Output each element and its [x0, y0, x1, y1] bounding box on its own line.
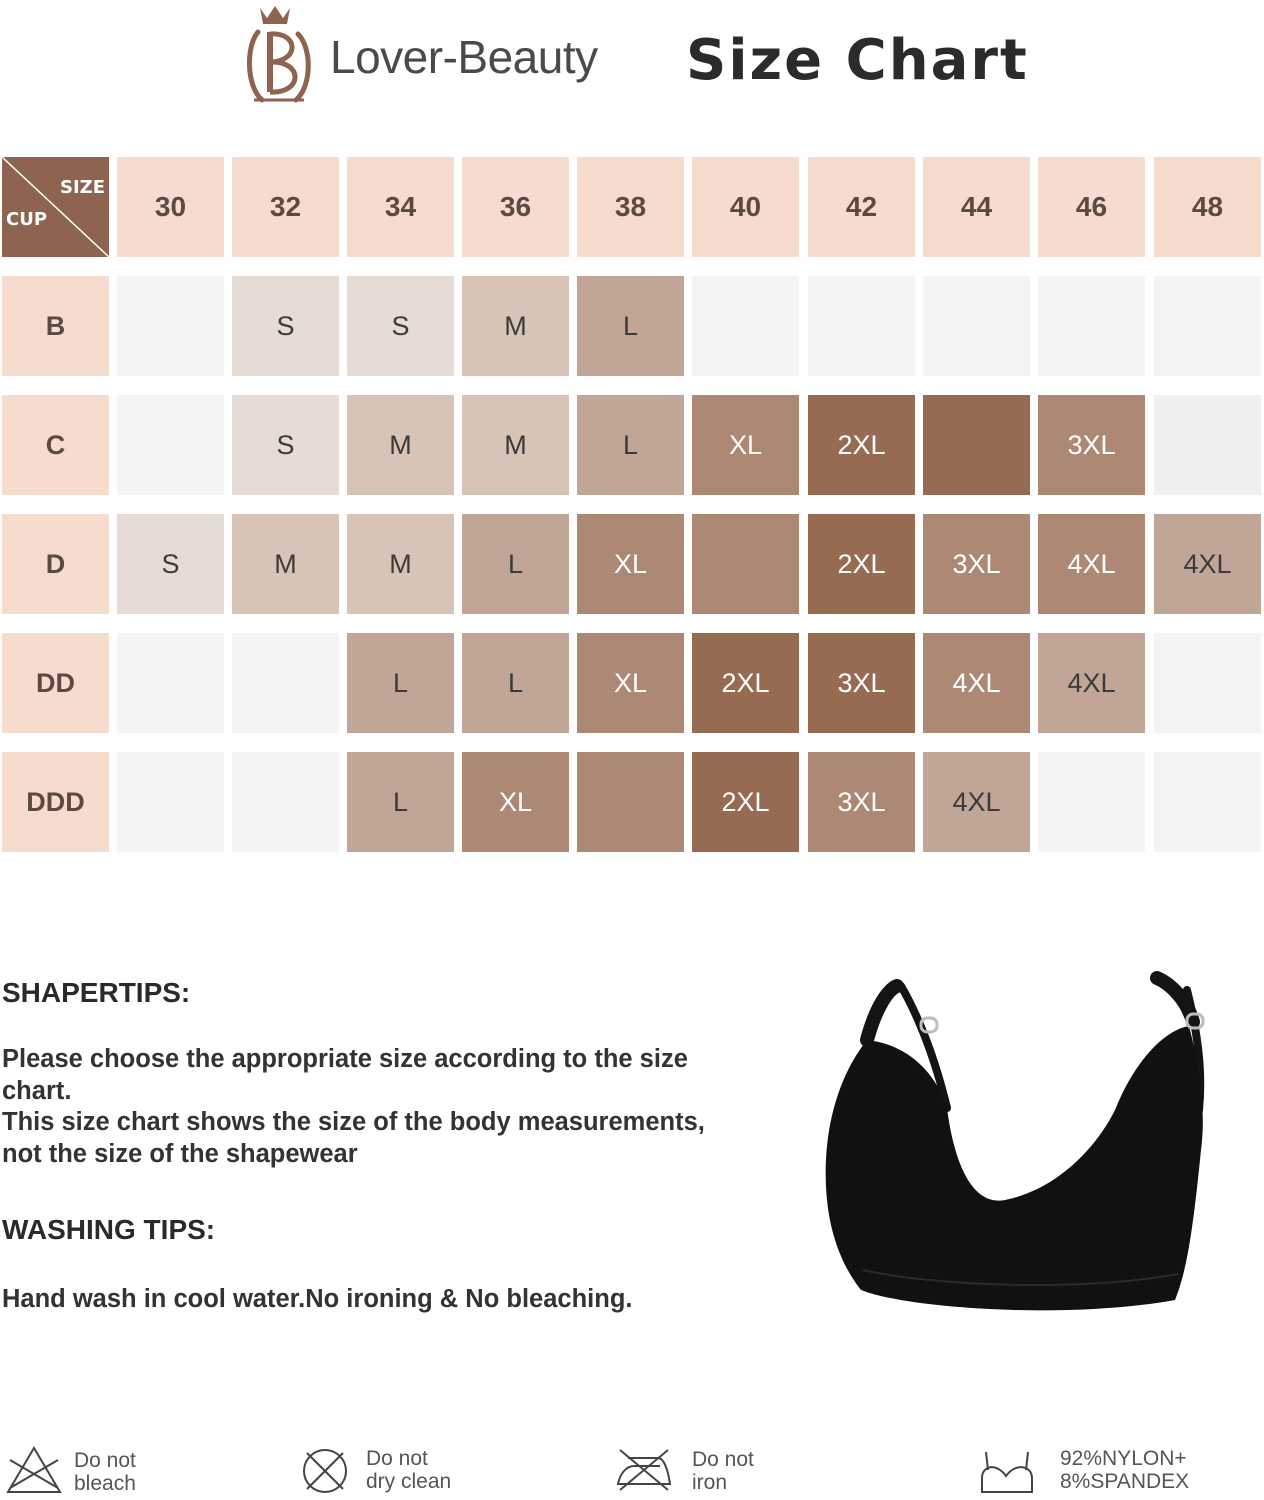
size-cell	[1154, 752, 1261, 852]
no-iron-icon	[614, 1444, 674, 1496]
size-cell: 3XL	[808, 752, 915, 852]
size-cell: L	[347, 752, 454, 852]
band-size-header: 44	[923, 157, 1030, 257]
band-size-header: 42	[808, 157, 915, 257]
care-label-line: Do not	[366, 1447, 428, 1470]
shapertips-line: chart.	[2, 1076, 72, 1105]
band-size-header: 32	[232, 157, 339, 257]
size-cell: L	[347, 633, 454, 733]
size-cell	[117, 395, 224, 495]
band-size-header: 36	[462, 157, 569, 257]
washing-tips-heading: WASHING TIPS:	[2, 1214, 216, 1245]
size-cell: L	[577, 276, 684, 376]
no-dry-clean-icon	[300, 1446, 350, 1496]
size-cell: S	[232, 276, 339, 376]
care-label-line: iron	[692, 1471, 728, 1494]
shapertips-line: not the size of the shapewear	[2, 1139, 358, 1168]
size-cup-corner	[2, 157, 109, 257]
band-size-header: 30	[117, 157, 224, 257]
cup-size-header: DDD	[2, 752, 109, 852]
size-cell: XL	[577, 633, 684, 733]
washing-tips-text: Hand wash in cool water.No ironing & No bleaching.	[2, 1285, 633, 1313]
size-cell: L	[577, 395, 684, 495]
size-cell: 4XL	[1038, 514, 1145, 614]
care-label-no-dry-clean	[366, 1447, 451, 1493]
band-size-header: 48	[1154, 157, 1261, 257]
size-cell: M	[347, 395, 454, 495]
size-cell	[117, 752, 224, 852]
brand-name: Lover-Beauty	[330, 31, 598, 83]
size-cell	[923, 395, 1030, 495]
size-cell: 4XL	[1038, 633, 1145, 733]
care-label-no-bleach	[74, 1449, 136, 1495]
size-cell: L	[462, 633, 569, 733]
size-cell	[1154, 395, 1261, 495]
size-cell: S	[117, 514, 224, 614]
size-cell	[1154, 633, 1261, 733]
size-cell: 2XL	[808, 514, 915, 614]
corner-size-label: SIZE	[59, 177, 105, 198]
care-label-line: bleach	[74, 1472, 136, 1495]
size-cell	[577, 752, 684, 852]
no-bleach-icon	[4, 1444, 64, 1496]
size-cell	[692, 276, 799, 376]
shapertips-line: This size chart shows the size of the body measurements,	[2, 1108, 705, 1136]
care-label-fabric	[1060, 1447, 1189, 1493]
size-cell: 3XL	[1038, 395, 1145, 495]
size-cell: 2XL	[692, 633, 799, 733]
cup-size-header: B	[2, 276, 109, 376]
cup-size-header: DD	[2, 633, 109, 733]
size-cell: M	[347, 514, 454, 614]
size-cell: XL	[462, 752, 569, 852]
product-bra-image	[815, 970, 1225, 1330]
size-cell: XL	[577, 514, 684, 614]
size-cell	[117, 633, 224, 733]
band-size-header: 40	[692, 157, 799, 257]
shapertips-line: Please choose the appropriate size according to the size	[2, 1045, 688, 1073]
care-label-line: 92%NYLON+	[1060, 1447, 1187, 1470]
corner-cup-label: CUP	[6, 209, 48, 230]
size-cell: 4XL	[1154, 514, 1261, 614]
shapertips-heading: SHAPERTIPS:	[2, 977, 191, 1008]
care-label-line: Do not	[74, 1449, 136, 1472]
size-cell: M	[232, 514, 339, 614]
size-cell	[692, 514, 799, 614]
care-label-line: 8%SPANDEX	[1060, 1470, 1190, 1493]
cup-size-header: D	[2, 514, 109, 614]
care-label-no-iron	[692, 1448, 754, 1494]
care-label-line: dry clean	[366, 1470, 452, 1493]
band-size-header: 34	[347, 157, 454, 257]
size-cell: M	[462, 276, 569, 376]
size-cell: 3XL	[923, 514, 1030, 614]
size-cell	[232, 633, 339, 733]
page-title: Size Chart	[686, 28, 1029, 93]
size-cell: L	[462, 514, 569, 614]
size-cell: 4XL	[923, 752, 1030, 852]
size-cell: 4XL	[923, 633, 1030, 733]
size-cell	[1154, 276, 1261, 376]
band-size-header: 38	[577, 157, 684, 257]
size-cell	[1038, 276, 1145, 376]
size-cell	[923, 276, 1030, 376]
corner-diagonal-icon	[2, 157, 109, 257]
size-cell	[117, 276, 224, 376]
size-cell: M	[462, 395, 569, 495]
size-cell: 2XL	[808, 395, 915, 495]
size-cell: S	[347, 276, 454, 376]
size-cell: XL	[692, 395, 799, 495]
shapertips-text	[2, 1044, 705, 1170]
size-cell	[808, 276, 915, 376]
size-cell	[232, 752, 339, 852]
bra-fabric-icon	[976, 1448, 1038, 1498]
size-cell: S	[232, 395, 339, 495]
size-cell	[1038, 752, 1145, 852]
size-cell: 2XL	[692, 752, 799, 852]
band-size-header: 46	[1038, 157, 1145, 257]
care-label-line: Do not	[692, 1448, 754, 1471]
size-cell: 3XL	[808, 633, 915, 733]
cup-size-header: C	[2, 395, 109, 495]
